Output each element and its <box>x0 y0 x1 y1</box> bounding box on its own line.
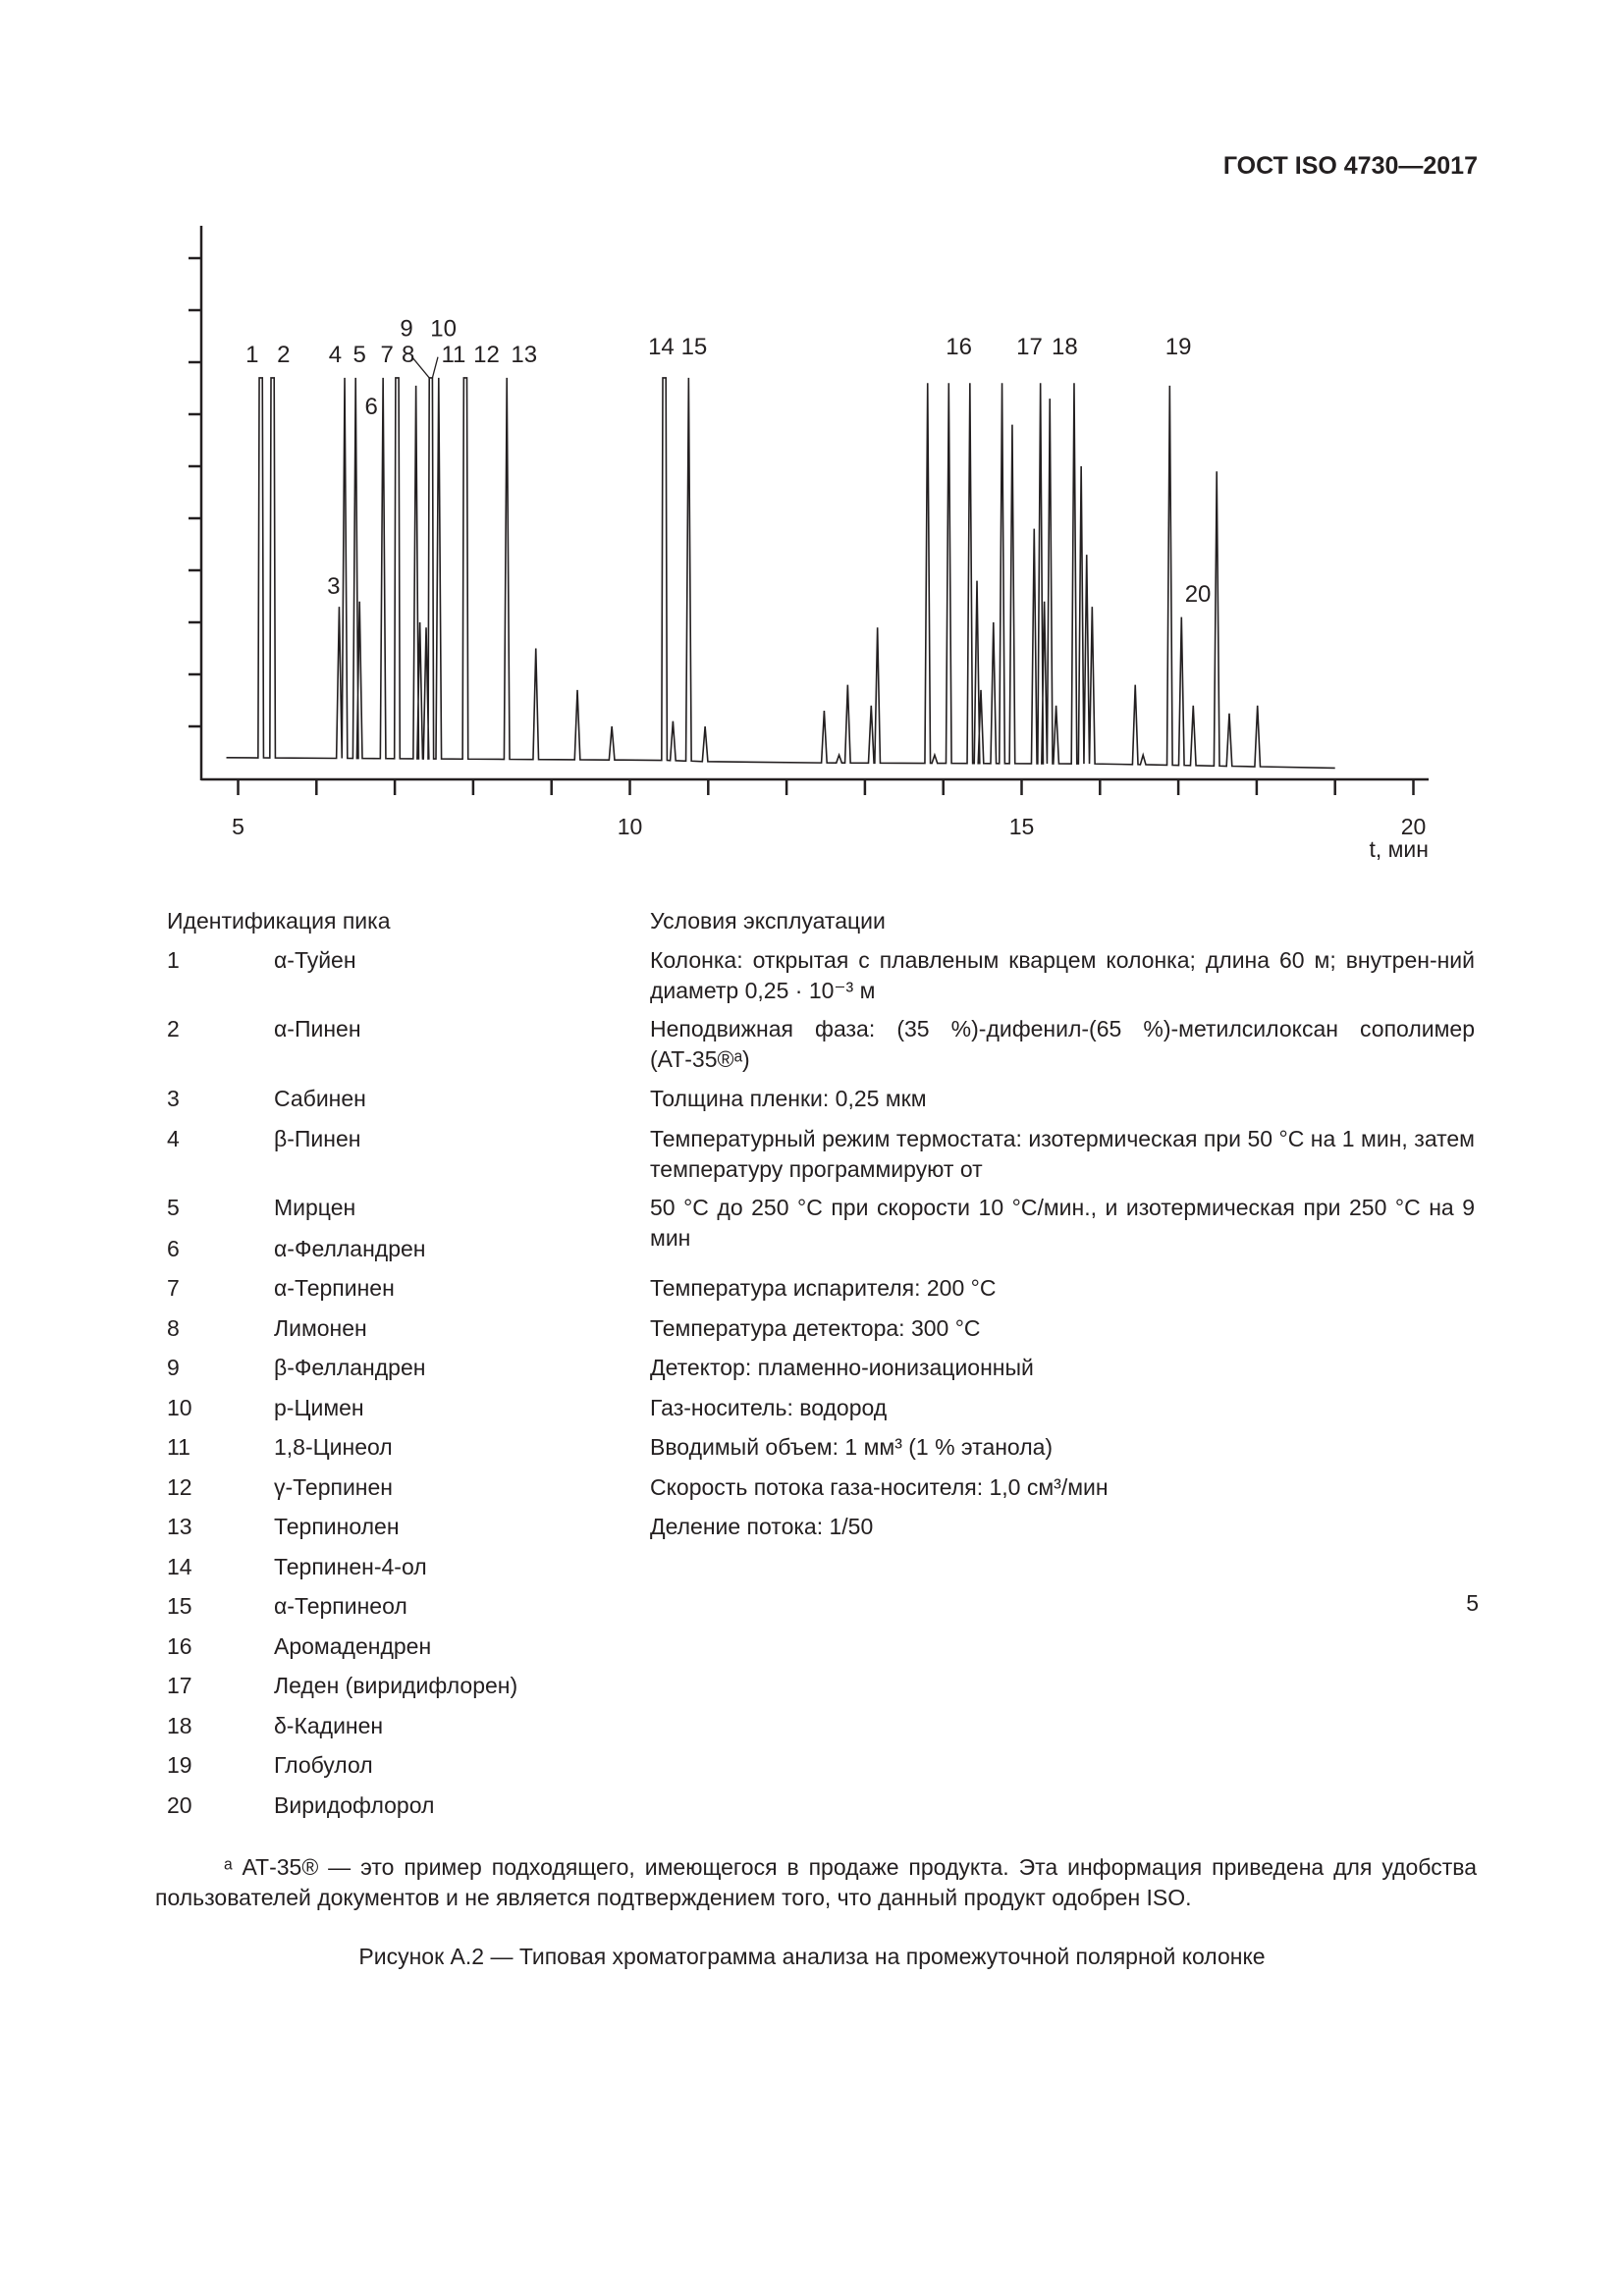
conditions-heading: Условия эксплуатации <box>650 908 886 934</box>
peak-number: 15 <box>167 1593 192 1619</box>
condition-item: Деление потока: 1/50 <box>650 1514 874 1539</box>
x-tick-label: 15 <box>1008 814 1035 839</box>
condition-item: Вводимый объем: 1 мм³ (1 % этанола) <box>650 1434 1054 1460</box>
peak-compound-name: α-Пинен <box>274 1016 361 1041</box>
peak-number: 5 <box>167 1195 180 1220</box>
peak-compound-name: β-Фелландрен <box>274 1355 426 1380</box>
peak-label: 5 <box>352 342 366 368</box>
peak-number: 2 <box>167 1016 180 1041</box>
peak-number: 11 <box>167 1434 190 1460</box>
document-header: ГОСТ ISO 4730—2017 <box>1222 152 1478 180</box>
peak-label: 4 <box>328 342 343 368</box>
chromatogram <box>0 0 1624 883</box>
condition-item: Толщина пленки: 0,25 мкм <box>650 1086 927 1111</box>
peak-compound-name: Сабинен <box>274 1086 366 1111</box>
condition-item: Неподвижная фаза: (35 %)-дифенил-(65 %)-метилсилоксан сополимер (АТ-35®ᵃ) <box>650 1016 1475 1072</box>
peak-number: 20 <box>167 1792 192 1818</box>
peak-label: 7 <box>380 342 394 368</box>
x-tick-label: 10 <box>617 814 643 839</box>
peak-number: 12 <box>167 1474 192 1500</box>
peak-label: 14 <box>648 334 675 361</box>
peak-label: 12 <box>473 342 500 368</box>
peak-number: 4 <box>167 1126 180 1151</box>
peak-compound-name: α-Туйен <box>274 947 356 973</box>
condition-item: Температура испарителя: 200 °С <box>650 1275 997 1301</box>
peak-compound-name: γ-Терпинен <box>274 1474 393 1500</box>
peak-label: 3 <box>327 572 341 600</box>
peak-number: 14 <box>167 1554 192 1579</box>
peak-compound-name: р-Цимен <box>274 1395 364 1420</box>
peak-compound-name: β-Пинен <box>274 1126 361 1151</box>
peak-compound-name: δ-Кадинен <box>274 1713 384 1738</box>
peak-label: 20 <box>1184 580 1212 608</box>
peak-number: 10 <box>167 1395 192 1420</box>
peak-compound-name: Виридофлорол <box>274 1792 435 1818</box>
peak-label: 2 <box>277 342 291 368</box>
peak-compound-name: Терпинолен <box>274 1514 400 1539</box>
condition-item: Температура детектора: 300 °С <box>650 1315 981 1341</box>
peak-label: 9 <box>400 315 413 343</box>
peak-compound-name: Мирцен <box>274 1195 356 1220</box>
footnote: ᵃ АТ-35® — это пример подходящего, имеющегося в продаже продукта. Эта информация приведена для удобства пользователей документов и не является подтверждением того, что данный продукт одобрен ISO. <box>155 1854 1477 1910</box>
peak-number: 19 <box>167 1752 192 1778</box>
peak-label: 17 <box>1016 334 1043 361</box>
condition-item: Скорость потока газа-носителя: 1,0 см³/мин <box>650 1474 1109 1500</box>
condition-item: 50 °С до 250 °С при скорости 10 °С/мин., и изотермическая при 250 °С на 9 мин <box>650 1195 1475 1251</box>
condition-item: Газ-носитель: водород <box>650 1395 888 1420</box>
peak-label: 15 <box>680 334 708 361</box>
peak-compound-name: 1,8-Цинеол <box>274 1434 393 1460</box>
peak-label: 13 <box>511 342 538 368</box>
peak-label: 16 <box>946 334 973 361</box>
peak-compound-name: Глобулол <box>274 1752 373 1778</box>
peak-compound-name: α-Терпинеол <box>274 1593 407 1619</box>
x-tick-label: 20 <box>1400 814 1427 839</box>
peak-compound-name: α-Фелландрен <box>274 1236 426 1261</box>
peak-number: 9 <box>167 1355 180 1380</box>
x-tick-label: 5 <box>232 814 244 839</box>
x-axis-label: t, мин <box>1369 836 1429 862</box>
peak-number: 8 <box>167 1315 180 1341</box>
peak-label: 18 <box>1052 334 1078 361</box>
page-number: 5 <box>1466 1590 1479 1616</box>
condition-item: Колонка: открытая с плавленым кварцем колонка; длина 60 м; внутрен-ний диаметр 0,25 · 10⁻³ м <box>650 947 1475 1003</box>
peak-compound-name: Терпинен-4-ол <box>274 1554 427 1579</box>
peak-number: 3 <box>167 1086 180 1111</box>
peak-number: 1 <box>167 947 180 973</box>
peak-number: 17 <box>167 1673 192 1698</box>
figure-caption: Рисунок А.2 — Типовая хроматограмма анализа на промежуточной полярной колонке <box>358 1944 1266 1969</box>
peak-label: 8 <box>401 342 415 368</box>
condition-item: Детектор: пламенно-ионизационный <box>650 1355 1034 1380</box>
peak-compound-name: Аромадендрен <box>274 1633 432 1659</box>
peak-label: 19 <box>1164 334 1192 361</box>
chromatogram-trace <box>227 378 1335 769</box>
peak-number: 18 <box>167 1713 192 1738</box>
peak-compound-name: α-Терпинен <box>274 1275 395 1301</box>
peak-label: 10 <box>430 315 457 343</box>
peak-table-heading: Идентификация пика <box>167 908 391 934</box>
peak-number: 13 <box>167 1514 192 1539</box>
leader-line-10 <box>432 357 438 378</box>
peak-label: 6 <box>364 394 378 420</box>
peak-number: 7 <box>167 1275 180 1301</box>
peak-label: 11 <box>441 342 466 368</box>
peak-compound-name: Леден (виридифлорен) <box>274 1673 518 1698</box>
peak-number: 6 <box>167 1236 180 1261</box>
condition-item: Температурный режим термостата: изотермическая при 50 °С на 1 мин, затем температуру программируют от <box>650 1126 1475 1182</box>
peak-label: 1 <box>245 342 259 368</box>
peak-number: 16 <box>167 1633 192 1659</box>
peak-compound-name: Лимонен <box>274 1315 367 1341</box>
